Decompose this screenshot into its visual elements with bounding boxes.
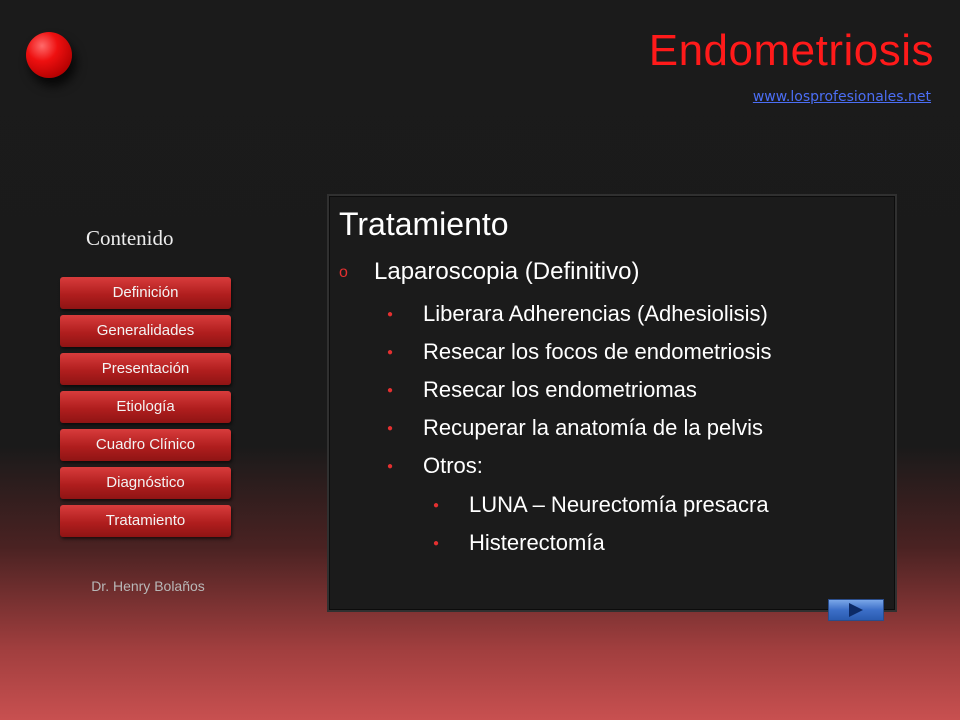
list-item-text: Liberara Adherencias (Adhesiolisis) — [423, 301, 768, 326]
list-item-text: Resecar los focos de endometriosis — [423, 339, 772, 364]
website-link[interactable]: www.losprofesionales.net — [752, 89, 931, 105]
list-item — [387, 452, 772, 490]
level1-text: Laparoscopia (Definitivo) — [374, 258, 640, 285]
bullet-dot-icon: ● — [387, 347, 394, 359]
level2-list — [387, 300, 772, 490]
nav-button-presentacion[interactable]: Presentación — [60, 353, 231, 385]
next-slide-button[interactable] — [828, 599, 884, 621]
nav-button-cuadro-clinico[interactable]: Cuadro Clínico — [60, 429, 231, 461]
list-item — [387, 338, 772, 376]
bullet-dot-icon: ● — [387, 385, 394, 397]
bullet-dot-icon: ● — [387, 423, 394, 435]
list-item-text: Recuperar la anatomía de la pelvis — [423, 415, 763, 440]
list-item — [387, 300, 772, 338]
list-item-text: LUNA – Neurectomía presacra — [469, 492, 769, 517]
list-item — [433, 529, 769, 567]
list-item-text: Resecar los endometriomas — [423, 377, 697, 402]
bullet-dot-icon: ● — [433, 538, 440, 550]
level1-item — [339, 258, 639, 286]
bullet-dot-icon: ● — [433, 500, 440, 512]
play-arrow-icon — [849, 603, 863, 617]
bullet-dot-icon: ● — [387, 461, 394, 473]
list-item — [387, 376, 772, 414]
page-title: Endometriosis — [648, 26, 934, 75]
nav-button-generalidades[interactable]: Generalidades — [60, 315, 231, 347]
bullet-dot-icon: ● — [387, 309, 394, 321]
list-item — [387, 414, 772, 452]
nav-button-etiologia[interactable]: Etiología — [60, 391, 231, 423]
sidebar-nav — [60, 277, 231, 543]
list-item-text: Otros: — [423, 453, 483, 478]
author-label: Dr. Henry Bolaños — [91, 578, 205, 594]
list-item-text: Histerectomía — [469, 530, 605, 555]
circle-bullet-icon: o — [339, 263, 348, 281]
nav-button-diagnostico[interactable]: Diagnóstico — [60, 467, 231, 499]
nav-button-tratamiento[interactable]: Tratamiento — [60, 505, 231, 537]
section-title: Tratamiento — [339, 206, 509, 242]
red-circle-icon — [26, 32, 72, 78]
list-item — [433, 491, 769, 529]
content-panel — [327, 194, 897, 612]
nav-button-definicion[interactable]: Definición — [60, 277, 231, 309]
contents-heading: Contenido — [86, 226, 174, 250]
level3-list — [433, 491, 769, 567]
